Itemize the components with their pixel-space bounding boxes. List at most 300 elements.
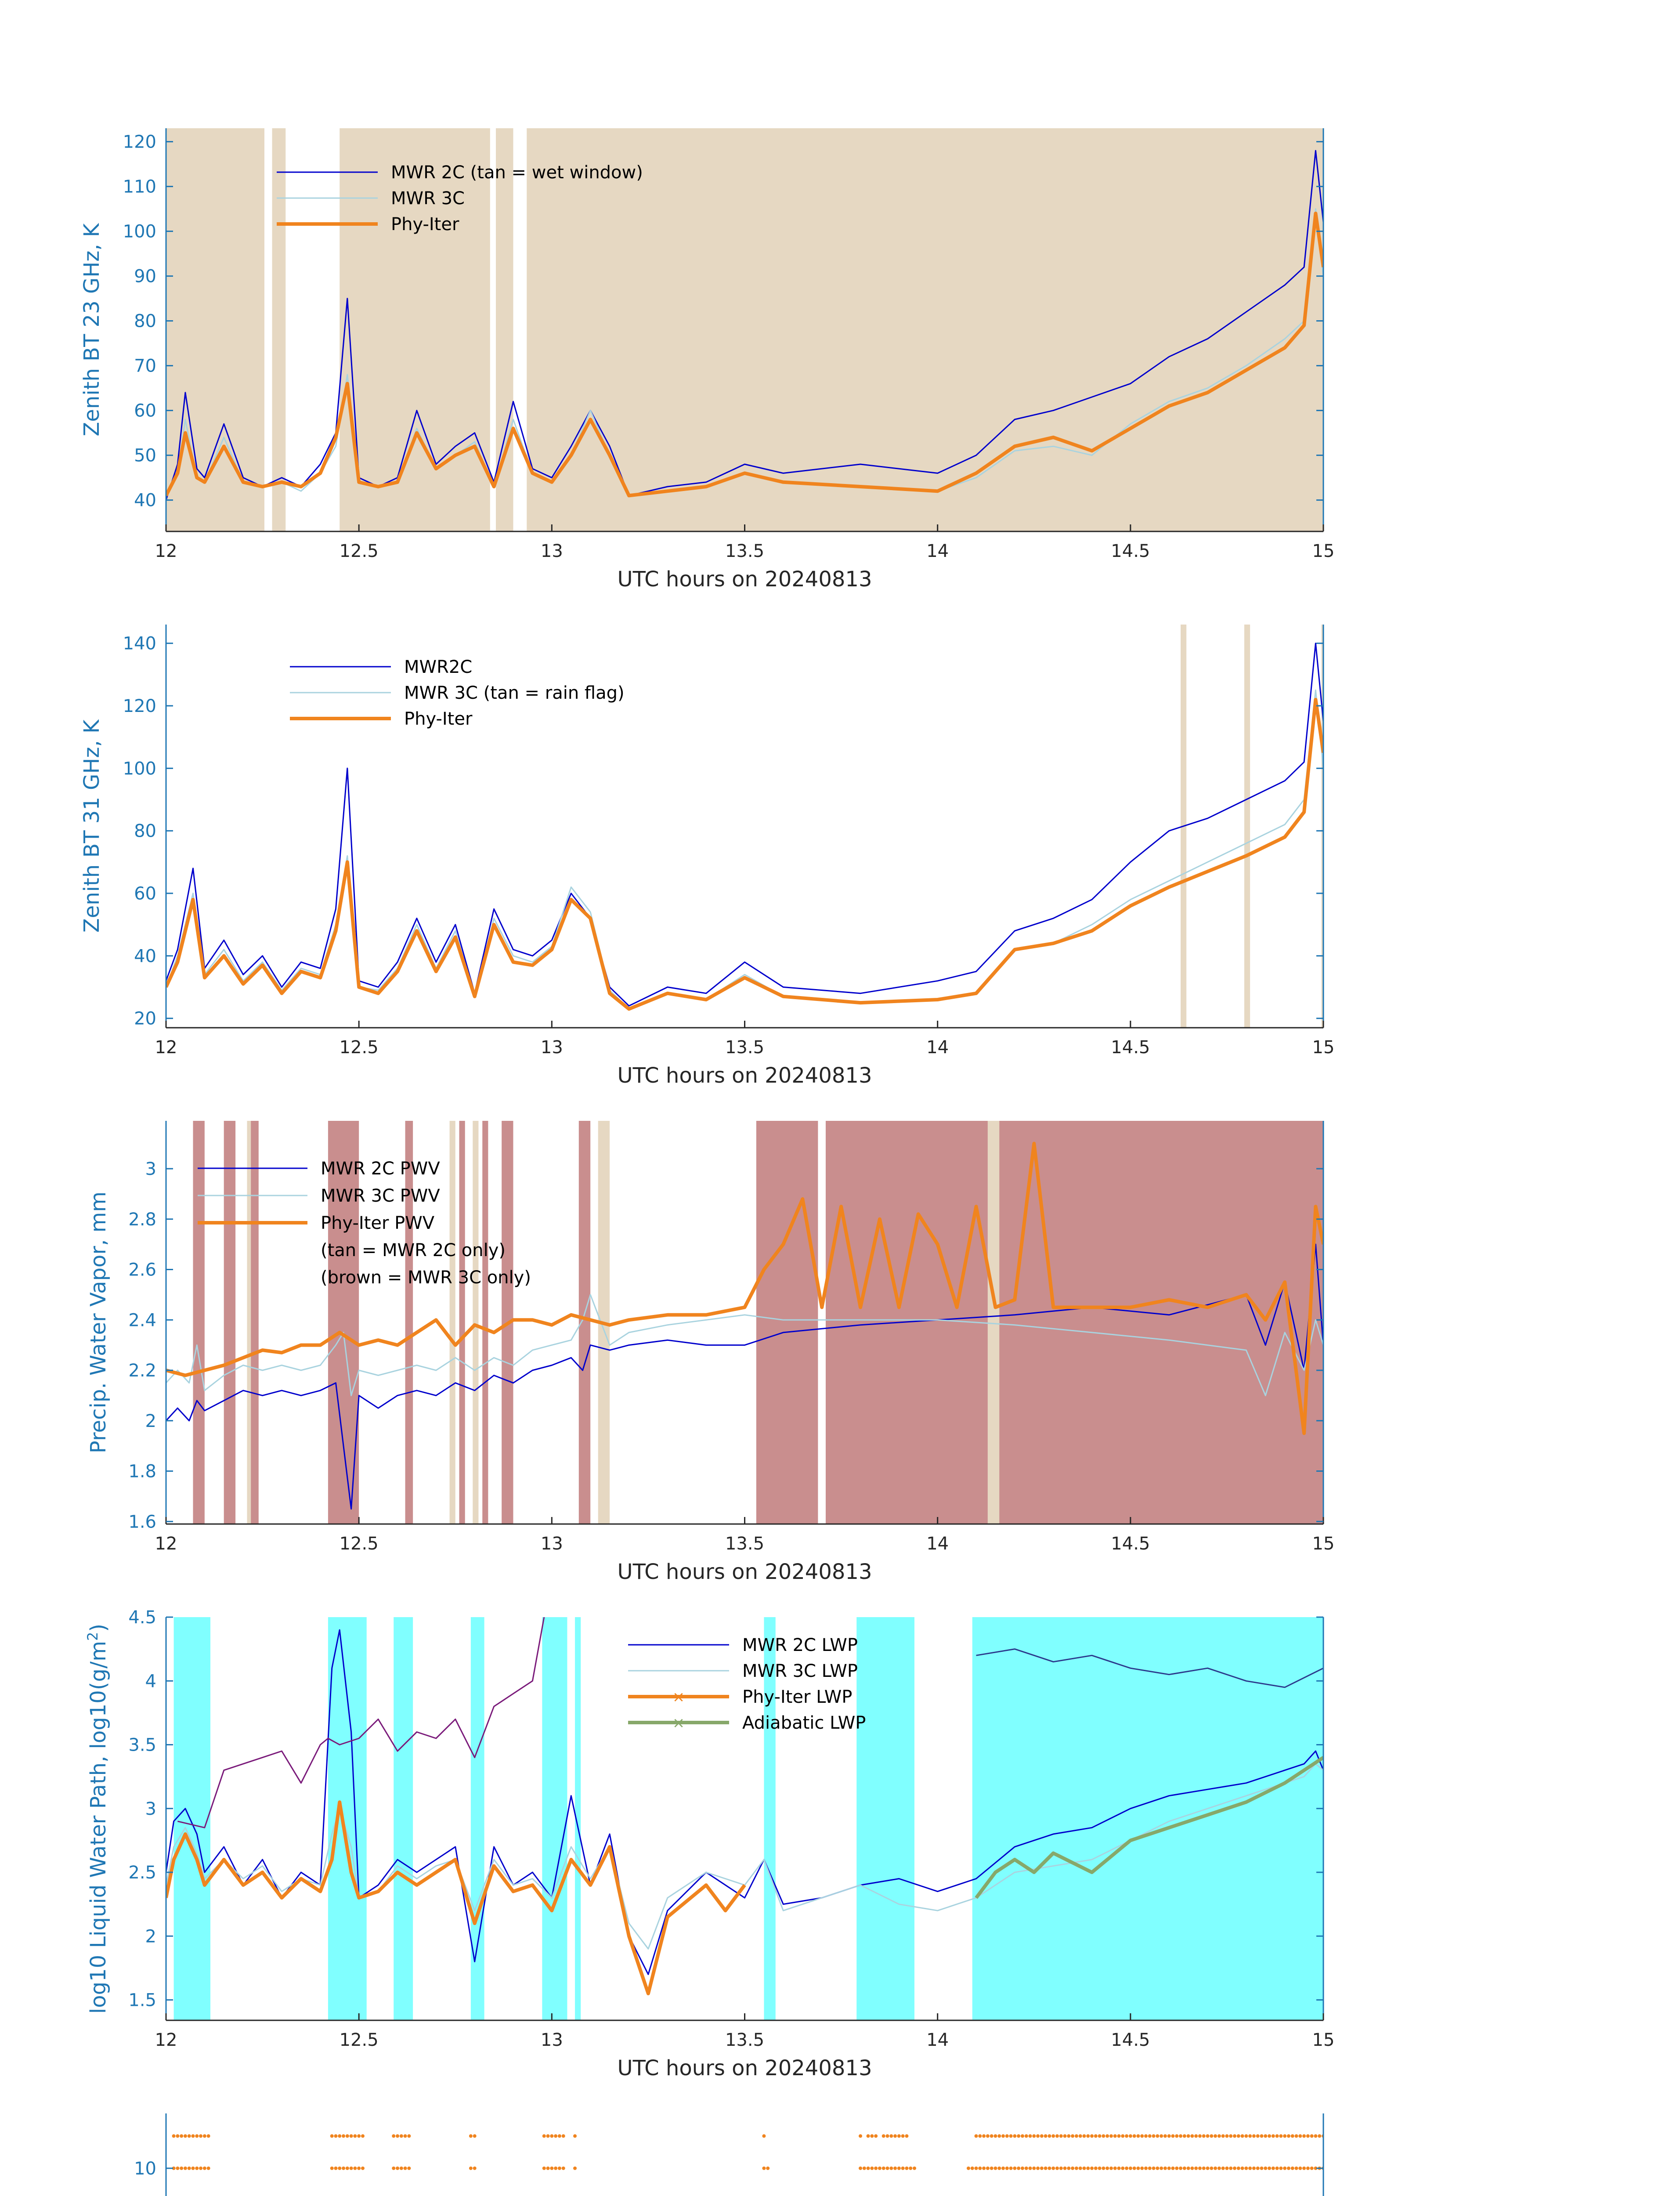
dq-point: [1283, 2167, 1286, 2170]
dq-point: [1040, 2167, 1044, 2170]
dq-point: [407, 2134, 411, 2138]
y-tick-label: 1.6: [128, 1512, 156, 1532]
dq-point: [905, 2134, 908, 2138]
dq-point: [176, 2167, 179, 2170]
dq-point: [1102, 2167, 1105, 2170]
dq-point: [1156, 2167, 1159, 2170]
y-tick-label: 20: [134, 1008, 156, 1029]
dq-point: [897, 2134, 901, 2138]
x-tick-label: 13.5: [725, 2030, 765, 2050]
dq-point: [1260, 2134, 1263, 2138]
dq-point: [1109, 2134, 1113, 2138]
x-tick-label: 12: [155, 541, 177, 561]
dq-point: [1283, 2134, 1286, 2138]
dq-point: [1287, 2167, 1290, 2170]
dq-point: [1237, 2134, 1240, 2138]
x-tick-label: 13: [540, 2030, 563, 2050]
dq-point: [1106, 2134, 1109, 2138]
x-tick-label: 12.5: [339, 2030, 379, 2050]
dq-point: [350, 2167, 353, 2170]
x-tick-label: 13: [540, 1534, 563, 1554]
legend-label: MWR 3C (tan = rain flag): [404, 683, 625, 703]
dq-point: [180, 2134, 183, 2138]
dq-point: [1167, 2134, 1171, 2138]
shade-region-brown: [405, 1121, 413, 1524]
dq-point: [469, 2134, 473, 2138]
y-tick-label: 140: [123, 633, 156, 654]
dq-point: [1017, 2167, 1020, 2170]
dq-point: [885, 2134, 889, 2138]
y-tick-label: 100: [123, 758, 156, 779]
dq-point: [546, 2167, 550, 2170]
dq-point: [885, 2167, 889, 2170]
x-tick-label: 12: [155, 1534, 177, 1554]
dq-point: [1090, 2167, 1094, 2170]
dq-point: [1190, 2167, 1194, 2170]
y-tick-label: 70: [134, 356, 156, 376]
dq-point: [334, 2134, 337, 2138]
dq-point: [1013, 2134, 1016, 2138]
dq-point: [562, 2167, 565, 2170]
dq-point: [1287, 2134, 1290, 2138]
dq-point: [1051, 2167, 1055, 2170]
dq-point: [1206, 2167, 1210, 2170]
dq-point: [1075, 2167, 1078, 2170]
dq-point: [203, 2167, 206, 2170]
shade-region-tan: [450, 1121, 455, 1524]
dq-point: [1109, 2167, 1113, 2170]
dq-point: [1144, 2134, 1148, 2138]
dq-point: [199, 2134, 202, 2138]
dq-point: [859, 2134, 862, 2138]
y-tick-label: 90: [134, 266, 156, 287]
y-tick-label: 4.5: [128, 1607, 156, 1628]
dq-point: [1310, 2167, 1314, 2170]
y-tick-label: 2.6: [128, 1260, 156, 1280]
dq-point: [1171, 2134, 1174, 2138]
dq-point: [1117, 2134, 1120, 2138]
dq-point: [392, 2167, 395, 2170]
dq-point: [1233, 2134, 1236, 2138]
dq-point: [874, 2134, 878, 2138]
shade-region-brown: [251, 1121, 259, 1524]
dq-point: [473, 2134, 477, 2138]
dq-point: [859, 2167, 862, 2170]
x-tick-label: 14: [926, 1534, 949, 1554]
plot-area: [166, 128, 1323, 531]
legend: [628, 1635, 866, 1733]
dq-point: [1001, 2134, 1005, 2138]
dq-point: [1082, 2134, 1086, 2138]
y-tick-label: 50: [134, 445, 156, 466]
dq-point: [905, 2167, 908, 2170]
shade-region: [856, 1617, 914, 2020]
legend-label: Phy-Iter PWV: [321, 1213, 435, 1233]
dq-point: [1094, 2134, 1098, 2138]
dq-point: [1244, 2134, 1248, 2138]
legend-label: Phy-Iter: [391, 214, 459, 235]
dq-point: [392, 2134, 395, 2138]
dq-point: [1160, 2167, 1163, 2170]
dq-point: [1295, 2134, 1298, 2138]
dq-point: [901, 2134, 905, 2138]
shade-region: [166, 128, 264, 531]
dq-point: [361, 2167, 365, 2170]
x-tick-label: 14.5: [1111, 1037, 1150, 1058]
x-axis-label: UTC hours on 20240813: [617, 1063, 872, 1088]
dq-point: [975, 2134, 978, 2138]
dq-point: [882, 2167, 885, 2170]
dq-point: [1268, 2134, 1271, 2138]
dq-point: [882, 2134, 885, 2138]
dq-point: [342, 2167, 345, 2170]
dq-point: [1098, 2134, 1102, 2138]
dq-point: [978, 2167, 982, 2170]
shade-region: [394, 1617, 413, 2020]
dq-point: [986, 2134, 990, 2138]
dq-point: [1036, 2134, 1040, 2138]
legend-label: Phy-Iter LWP: [742, 1687, 853, 1707]
x-tick-label: 13: [540, 1037, 563, 1058]
legend-label: Phy-Iter: [404, 709, 473, 729]
x-tick-label: 13.5: [725, 1037, 765, 1058]
dq-point: [180, 2167, 183, 2170]
dq-point: [1171, 2167, 1174, 2170]
dq-point: [1163, 2167, 1167, 2170]
dq-point: [1136, 2134, 1140, 2138]
dq-point: [203, 2134, 206, 2138]
legend-label: Adiabatic LWP: [742, 1713, 866, 1733]
dq-point: [1013, 2167, 1016, 2170]
dq-point: [1279, 2134, 1283, 2138]
dq-point: [1036, 2167, 1040, 2170]
y-tick-label: 2: [145, 1411, 156, 1431]
dq-point: [1025, 2167, 1028, 2170]
shade-region: [328, 1617, 367, 2020]
dq-point: [1160, 2134, 1163, 2138]
dq-point: [1152, 2167, 1156, 2170]
dq-point: [1032, 2167, 1036, 2170]
dq-point: [1198, 2134, 1202, 2138]
y-tick-label: 120: [123, 132, 156, 152]
dq-point: [1306, 2134, 1310, 2138]
chart-bt31: [79, 625, 1334, 1088]
shade-region-tan: [988, 1121, 999, 1524]
dq-point: [971, 2167, 974, 2170]
dq-point: [1237, 2167, 1240, 2170]
dq-point: [353, 2134, 357, 2138]
dq-point: [1001, 2167, 1005, 2170]
dq-point: [889, 2134, 893, 2138]
dq-point: [1221, 2167, 1225, 2170]
dq-point: [1005, 2167, 1009, 2170]
y-tick-label: 120: [123, 696, 156, 717]
dq-point: [1133, 2167, 1136, 2170]
dq-point: [558, 2167, 561, 2170]
dq-point: [1291, 2167, 1294, 2170]
dq-point: [1206, 2134, 1210, 2138]
dq-point: [1082, 2167, 1086, 2170]
dq-point: [469, 2167, 473, 2170]
dq-point: [338, 2134, 341, 2138]
x-tick-label: 12: [155, 1037, 177, 1058]
dq-point: [1086, 2167, 1090, 2170]
y-tick-label: 40: [134, 490, 156, 511]
dq-point: [184, 2167, 187, 2170]
legend-label: MWR 2C LWP: [742, 1635, 858, 1655]
dq-point: [1021, 2134, 1024, 2138]
y-axis-label: Precip. Water Vapor, mm: [86, 1191, 111, 1454]
x-tick-label: 13.5: [725, 541, 765, 561]
y-tick-label: 40: [134, 946, 156, 967]
y-tick-label: 2.4: [128, 1310, 156, 1331]
dq-point: [1140, 2134, 1144, 2138]
legend-label: (brown = MWR 3C only): [321, 1268, 531, 1288]
dq-point: [986, 2167, 990, 2170]
dq-point: [1214, 2134, 1217, 2138]
dq-point: [889, 2167, 893, 2170]
dq-point: [191, 2167, 195, 2170]
dq-point: [357, 2167, 361, 2170]
legend-label: MWR 3C LWP: [742, 1661, 858, 1681]
dq-point: [396, 2134, 399, 2138]
x-tick-label: 15: [1312, 541, 1335, 561]
dq-point: [1071, 2167, 1074, 2170]
dq-point: [342, 2134, 345, 2138]
dq-point: [558, 2134, 561, 2138]
dq-point: [1229, 2134, 1232, 2138]
dq-point: [1102, 2134, 1105, 2138]
dq-point: [334, 2167, 337, 2170]
dq-point: [1291, 2134, 1294, 2138]
shade-region-brown: [756, 1121, 818, 1524]
dq-point: [188, 2134, 191, 2138]
dq-point: [982, 2167, 986, 2170]
x-tick-label: 14.5: [1111, 1534, 1150, 1554]
dq-point: [990, 2167, 994, 2170]
y-axis-label-superscript: 2: [84, 1632, 101, 1641]
y-tick-label: 60: [134, 884, 156, 904]
dq-point: [1179, 2167, 1182, 2170]
shade-region: [471, 1617, 484, 2020]
dq-point: [878, 2167, 882, 2170]
y-axis-label-suffix: ): [86, 1623, 111, 1632]
dq-point: [1163, 2134, 1167, 2138]
dq-point: [909, 2167, 912, 2170]
dq-point: [1175, 2167, 1178, 2170]
dq-point: [1044, 2134, 1048, 2138]
dq-point: [546, 2134, 550, 2138]
x-tick-label: 13.5: [725, 1534, 765, 1554]
y-tick-label: 4: [145, 1671, 156, 1692]
dq-point: [1279, 2167, 1283, 2170]
dq-point: [1140, 2167, 1144, 2170]
y-tick-label: 2.8: [128, 1209, 156, 1230]
dq-point: [982, 2134, 986, 2138]
dq-point: [1079, 2134, 1082, 2138]
legend-label: MWR2C: [404, 657, 473, 677]
dq-point: [870, 2167, 874, 2170]
dq-point: [1044, 2167, 1048, 2170]
dq-point: [1106, 2167, 1109, 2170]
y-tick-label: 100: [123, 221, 156, 242]
legend-label: (tan = MWR 2C only): [321, 1240, 506, 1261]
shade-region: [174, 1617, 210, 2020]
y-tick-label: 80: [134, 311, 156, 332]
dq-point: [1268, 2167, 1271, 2170]
y-tick-label: 3.5: [128, 1735, 156, 1755]
dq-point: [1040, 2134, 1044, 2138]
dq-point: [361, 2134, 365, 2138]
dq-point: [1125, 2134, 1128, 2138]
dq-point: [338, 2167, 341, 2170]
dq-point: [199, 2167, 202, 2170]
dq-point: [330, 2134, 334, 2138]
dq-point: [1009, 2167, 1013, 2170]
dq-point: [863, 2167, 866, 2170]
y-tick-label: 3: [145, 1799, 156, 1819]
dq-point: [1071, 2134, 1074, 2138]
x-tick-label: 14.5: [1111, 2030, 1150, 2050]
dq-point: [1264, 2134, 1267, 2138]
shade-region: [972, 1617, 1323, 2020]
dq-point: [407, 2167, 411, 2170]
dq-point: [867, 2134, 870, 2138]
shade-region-brown: [482, 1121, 488, 1524]
dq-point: [184, 2134, 187, 2138]
x-tick-label: 14: [926, 2030, 949, 2050]
dq-point: [1063, 2167, 1067, 2170]
y-tick-label: 1.8: [128, 1461, 156, 1482]
shade-region-brown: [193, 1121, 204, 1524]
dq-point: [1248, 2134, 1252, 2138]
dq-point: [396, 2167, 399, 2170]
series-phy-iter-lwp: [166, 1802, 745, 1994]
dq-point: [207, 2134, 210, 2138]
dq-point: [1032, 2134, 1036, 2138]
dq-point: [554, 2167, 557, 2170]
dq-point: [1129, 2134, 1132, 2138]
dq-point: [1125, 2167, 1128, 2170]
x-tick-label: 14: [926, 1037, 949, 1058]
axes: [134, 2113, 1334, 2196]
dq-point: [1048, 2167, 1051, 2170]
dq-point: [473, 2167, 477, 2170]
plot-area: [172, 2134, 1325, 2196]
dq-point: [1183, 2167, 1186, 2170]
dq-point: [1218, 2134, 1221, 2138]
dq-point: [404, 2134, 407, 2138]
dq-point: [1144, 2167, 1148, 2170]
dq-point: [762, 2167, 766, 2170]
dq-point: [1098, 2167, 1102, 2170]
y-tick-label: 60: [134, 401, 156, 421]
dq-point: [1302, 2134, 1306, 2138]
dq-point: [994, 2134, 997, 2138]
dq-point: [1314, 2134, 1317, 2138]
dq-point: [1079, 2167, 1082, 2170]
chart-pwv: [86, 1121, 1334, 1584]
dq-point: [997, 2167, 1001, 2170]
series-mwr2c: [166, 643, 1323, 1006]
dq-point: [1260, 2167, 1263, 2170]
dq-point: [913, 2167, 916, 2170]
dq-point: [542, 2167, 546, 2170]
dq-point: [1194, 2134, 1198, 2138]
dq-point: [975, 2167, 978, 2170]
dq-point: [1275, 2134, 1279, 2138]
x-axis-label: UTC hours on 20240813: [617, 2056, 872, 2080]
dq-point: [867, 2167, 870, 2170]
dq-point: [550, 2167, 553, 2170]
dq-point: [172, 2134, 176, 2138]
y-tick-label: 2.2: [128, 1361, 156, 1381]
dq-point: [893, 2134, 897, 2138]
dq-point: [1175, 2134, 1178, 2138]
dq-point: [1272, 2167, 1275, 2170]
dq-point: [1225, 2134, 1228, 2138]
dq-point: [1021, 2167, 1024, 2170]
dq-point: [1133, 2134, 1136, 2138]
dq-point: [1129, 2167, 1132, 2170]
dq-point: [573, 2167, 577, 2170]
x-axis-label: UTC hours on 20240813: [617, 567, 872, 592]
dq-point: [1055, 2134, 1059, 2138]
dq-point: [1252, 2167, 1256, 2170]
y-axis-label: log10 Liquid Water Path, $\log 10(g/m^2)$: [84, 1623, 111, 2014]
dq-point: [1167, 2167, 1171, 2170]
dq-point: [1028, 2167, 1032, 2170]
dq-point: [1202, 2167, 1206, 2170]
x-tick-label: 14.5: [1111, 541, 1150, 561]
dq-point: [1113, 2134, 1117, 2138]
y-tick-label: 10: [134, 2158, 156, 2179]
dq-point: [1090, 2134, 1094, 2138]
dq-point: [1136, 2167, 1140, 2170]
chart-bt23: [79, 128, 1334, 592]
dq-point: [1275, 2167, 1279, 2170]
dq-point: [1067, 2167, 1070, 2170]
dq-point: [1233, 2167, 1236, 2170]
dq-point: [353, 2167, 357, 2170]
dq-point: [1009, 2134, 1013, 2138]
x-axis-label: UTC hours on 20240813: [617, 1560, 872, 1584]
dq-point: [1059, 2134, 1063, 2138]
dq-point: [1318, 2134, 1321, 2138]
legend-label: MWR 2C (tan = wet window): [391, 163, 643, 183]
dq-point: [1225, 2167, 1228, 2170]
dq-point: [1241, 2167, 1244, 2170]
legend-label: MWR 3C PWV: [321, 1186, 440, 1206]
shade-region-brown: [459, 1121, 465, 1524]
dq-point: [1086, 2134, 1090, 2138]
y-axis-label: Zenith BT 23 GHz, K: [79, 223, 104, 437]
dq-point: [1179, 2134, 1182, 2138]
dq-point: [967, 2167, 970, 2170]
dq-point: [1048, 2134, 1051, 2138]
dq-point: [1113, 2167, 1117, 2170]
dq-point: [1148, 2134, 1152, 2138]
y-tick-label: 2.5: [128, 1863, 156, 1883]
dq-point: [990, 2134, 994, 2138]
shade-region: [542, 1617, 567, 2020]
dq-point: [357, 2134, 361, 2138]
dq-point: [994, 2167, 997, 2170]
dq-point: [1187, 2134, 1190, 2138]
dq-point: [1229, 2167, 1232, 2170]
dq-point: [1310, 2134, 1314, 2138]
dq-point: [1264, 2167, 1267, 2170]
